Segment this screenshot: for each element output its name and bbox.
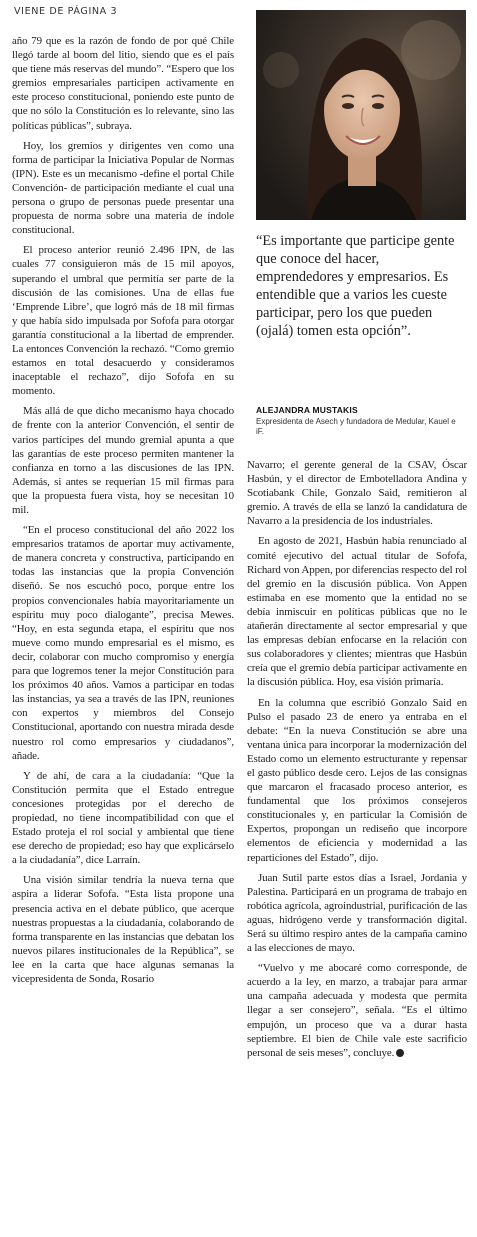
paragraph: Hoy, los gremios y dirigentes ven como una forma de participar la Iniciativa Popular de Normas (IPN). Este es un mecanismo -define el portal Chile Convención- de participación mediante el cual una persona o grupo de personas puede presentar una propuesta de norma sobre una materia de índole constitucional. <box>12 139 234 237</box>
pull-quote <box>256 232 456 340</box>
paragraph: “En el proceso constitucional del año 2022 los empresarios tratamos de aportar muy activamente, de manera concreta y constructiva, participando en todas las instancias que la propia Convención diseñó. Se nos escuchó poco, porque entre los propios convencionales había mayoritariamente un espíritu muy poco dialogante”, precisa Mewes. “Hoy, en esta segunda etapa, el espíritu que nos mueve como mundo empresarial es el mismo, es decir, colaborar con mucho compromiso y energía para que logremos tener la mejor Constitución para los próximos 40 años. Vamos a participar en todas las instancias, ya sea a través de las IPN, reuniones con expertos y miembros del Consejo Constitucional, aportando con nuestra mirada desde nuestro rol como empresarios y ciudadanos”, añade. <box>12 524 234 762</box>
paragraph: Y de ahí, de cara a la ciudadanía: “Que la Constitución permita que el Estado entregue concesiones protegidas por el derecho de propiedad, no tiene incompatibilidad con que el Estado proteja el rol social y ambiental que tiene ese derecho de propiedad; eso hay que explicárselo a la ciudadanía”, dice Larraín. <box>12 769 234 867</box>
portrait-photo <box>256 10 466 220</box>
paragraph: año 79 que es la razón de fondo de por qué Chile llegó tarde al boom del litio, siendo que es el país que tiene más reservas del mundo”. “Espero que los gremios empresariales participen activamente en este proceso constitucional, poniendo este punto de que no sólo la Constitución es lo relevante, sino las políticas públicas”, subraya. <box>12 35 234 132</box>
paragraph: Más allá de que dicho mecanismo haya chocado de frente con la anterior Convención, el sentir de varios partícipes del mundo gremial apunta a que las garantías de este proceso permiten mantener la confianza en torno a las discusiones de las IPN. Además, si antes se requerían 15 mil firmas para que la propuesta fuera vista, hoy se necesitan 10 mil. <box>12 405 234 516</box>
paragraph: Navarro; el gerente general de la CSAV, Óscar Hasbún, y el director de Embotelladora Andina y Scotiabank Chile, Gonzalo Said, remitieron al gremio. A través de ella se lanzó la candidatura de Navarro a la presidencia de los industriales. <box>247 459 467 528</box>
portrait-illustration <box>256 10 466 220</box>
paragraph: En la columna que escribió Gonzalo Said en Pulso el pasado 23 de enero ya entraba en el debate: “En la nueva Constitución se abre una ventana única para incorporar la modernización del Estado como un elemento estructurante y repensar el gasto público desde cero. Lejos de las consignas que marcaron el fracasado proceso anterior, es fundamental que los próximos consejeros constitucionales y, en particular la Comisión de Expertos, propongan un rediseño que incorpore elementos de eficiencia y modernidad a las reparticiones del Estado”, dijo. <box>247 696 467 864</box>
article-column-right <box>247 458 467 1066</box>
paragraph: Una visión similar tendría la nueva terna que aspira a liderar Sofofa. “Esta lista propone una presencia activa en el debate público, que acerque nuestras propuestas a la ciudadanía, colaborando de forma transparente en las instancias que debatan los nuevos pilares institucionales de la República”, se lee en la carta que hace algunas semanas la vicepresidenta de Sonda, Rosario <box>12 874 234 985</box>
paragraph-final <box>247 961 467 1060</box>
pull-quote-text: “Es importante que participe gente que conoce del hacer, emprendedores y empresarios. Es entendible que a varios les cueste participar, pero los que pueden (ojalá) tomen esta opción”. <box>256 233 455 339</box>
paragraph: El proceso anterior reunió 2.496 IPN, de las cuales 77 consiguieron más de 15 mil apoyos, superando el umbral que permitía ser parte de la discusión de las comisiones. Una de ellas fue ‘Emprende Libre’, que logró más de 18 mil firmas y que había sido impulsada por Sofofa para otorgar garantía constitucional a la libertad de emprender. La entonces Convención la rechazó. “Como gremio estamos en total desacuerdo y consideramos inaceptable el rechazo”, dijo Sofofa en su momento. <box>12 244 234 398</box>
final-paragraph-text: “Vuelvo y me abocaré como corresponde, de acuerdo a la ley, en marzo, a trabajar para armar una campaña adecuada y modesta que permita llegar a ser consejero”, señala. “Es el último empujón, un proceso que va a durar hasta septiembre. El bien de Chile vale este sacrificio personal de seis meses”, concluye. <box>247 962 467 1059</box>
paragraph: Juan Sutil parte estos días a Israel, Jordania y Palestina. Participará en un programa de trabajo en robótica agrícola, agroindustrial, purificación de las aguas, hidrógeno verde y transformación digital. Será su último respiro antes de la campaña camino a las elecciones de mayo. <box>247 871 467 955</box>
page-jump-label: VIENE DE PÁGINA 3 <box>14 6 118 17</box>
paragraph: En agosto de 2021, Hasbún había renunciado al comité ejecutivo del actual titular de Sofofa, Richard von Appen, por diferencias respecto del rol del gremio en la discusión pública. Von Appen estimaba en ese momento que la entidad no se debía inmiscuir en políticas públicas que no le atañerán directamente al sector empresarial y que las empresas debían enfocarse en la relación con sus colaboradores y clientes; mientras que Hasbún creía que el gremio debía participar activamente en la discusión pública. Hoy, esa visión primaría. <box>247 535 467 689</box>
article-column-left <box>12 34 234 992</box>
pull-quote-role: Expresidenta de Asech y fundadora de Medular, Kauel e iF. <box>256 417 456 437</box>
end-of-article-icon <box>396 1049 404 1057</box>
pull-quote-name: ALEJANDRA MUSTAKIS <box>256 405 358 415</box>
